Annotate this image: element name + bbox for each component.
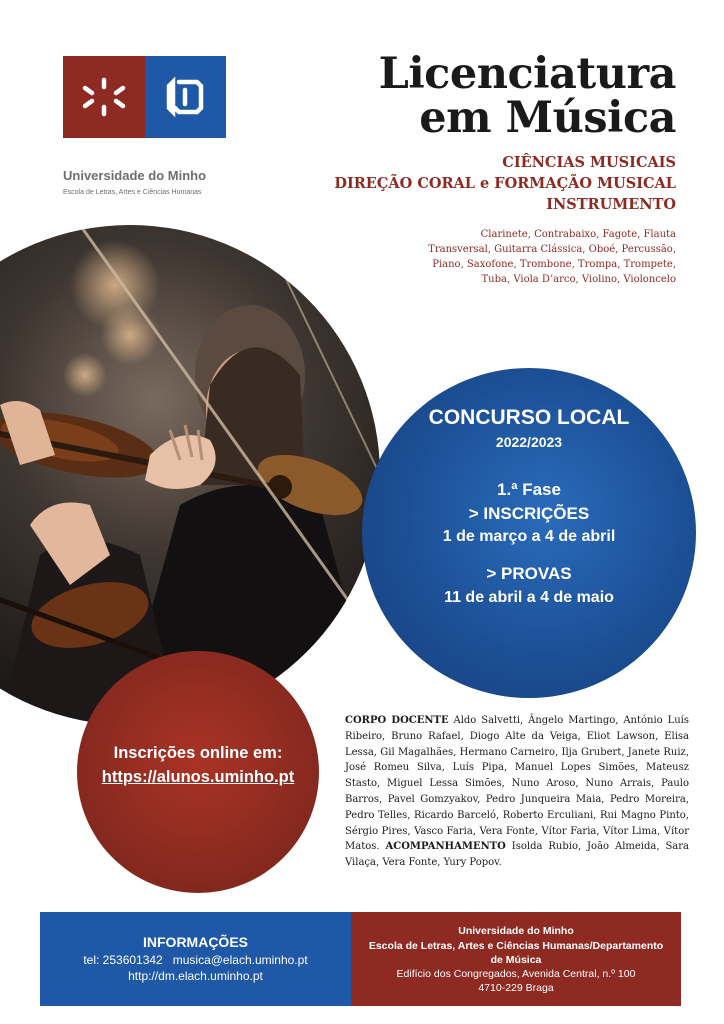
registrations-dates: 1 de março a 4 de abril: [442, 528, 616, 545]
contest-phase: 1.ª Fase: [497, 480, 561, 499]
faculty-list: [345, 713, 689, 871]
page-title: [378, 49, 676, 143]
info-title: INFORMAÇÕES: [143, 934, 248, 950]
department-website-link[interactable]: http://dm.elach.uminho.pt: [128, 969, 263, 983]
branch-choral-direction: DIREÇÃO CORAL e FORMAÇÃO MUSICAL: [334, 175, 676, 192]
course-branches: [334, 152, 676, 215]
online-registration-link[interactable]: https://alunos.uminho.pt: [101, 768, 295, 786]
title-line-2: em Música: [419, 93, 676, 143]
contest-title: CONCURSO LOCAL: [428, 406, 630, 429]
instrument-list: Clarinete, Contrabaixo, Fagote, Flauta Transversal, Guitarra Clássica, Oboé, Percussão, Piano, Saxofone, Trombone, Trompa, Trompete, Tuba, Viola D’arco, Violino, Violoncelo: [428, 229, 676, 285]
address-postcode: 4710-229 Braga: [478, 982, 554, 994]
faculty-label: CORPO DOCENTE: [345, 715, 449, 726]
orchestra-photo: [0, 225, 380, 725]
online-label: Inscrições online em:: [113, 744, 283, 762]
school-name: Escola de Letras, Artes e Ciências Humanas: [63, 189, 202, 196]
address-street: Edifício dos Congregados, Avenida Central, n.º 100: [396, 968, 636, 980]
address-department: de Música: [490, 954, 542, 966]
university-logo-red-square: [63, 56, 145, 138]
school-logo-blue-square: [145, 56, 226, 138]
violinists-illustration: [0, 225, 380, 725]
contest-info-circle: [362, 368, 696, 698]
exams-dates: 11 de abril a 4 de maio: [444, 589, 614, 606]
contest-year: 2022/2023: [495, 434, 563, 450]
address-box: [351, 912, 681, 1006]
title-line-1: Licenciatura: [378, 49, 676, 99]
accompaniment-names: Isolda Rubio, João Almeida, Sara Vilaça, Vera Fonte, Yury Popov.: [345, 841, 689, 869]
address-university: Universidade do Minho: [458, 925, 574, 937]
faculty-names: Aldo Salvetti, Ângelo Martingo, António Luís Ribeiro, Bruno Rafael, Diogo Alte da Veiga, Eliot Lawson, Elisa Lessa, Gil Magalhães, Hermano Carneiro, Ilja Grubert, Janete Ruiz, José Romeu Silva, Luís Pipa, Manuel Lopes Simões, Mateusz Stasto, Miguel Lessa Simões, Nuno Aroso, Nuno Arrais, Paulo Barros, Pavel Gomzyakov, Pedro Junqueira Maia, Pedro Moreira, Pedro Telles, Ricardo Barceló, Roberto Erculiani, Rui Magno Pinto, Sérgio Pires, Vasco Faria, Vera Fonte, Vítor Faria, Vítor Lima, Vítor Matos.: [345, 715, 689, 853]
accompaniment-label: ACOMPANHAMENTO: [385, 841, 506, 853]
university-name: Universidade do Minho: [63, 168, 207, 183]
branch-musical-sciences: CIÊNCIAS MUSICAIS: [502, 154, 676, 171]
school-emblem-icon: [145, 56, 226, 138]
registrations-label: > INSCRIÇÕES: [468, 504, 590, 523]
info-contact-box: [40, 912, 351, 1006]
university-emblem-icon: [63, 56, 145, 138]
contact-phone-email[interactable]: tel: 253601342 musica@elach.uminho.pt: [83, 953, 308, 967]
branch-instrument: INSTRUMENTO: [546, 196, 676, 213]
address-school: Escola de Letras, Artes e Ciências Humanas/Departamento: [368, 940, 664, 952]
online-registration-circle: [77, 651, 319, 893]
exams-label: > PROVAS: [486, 564, 572, 583]
